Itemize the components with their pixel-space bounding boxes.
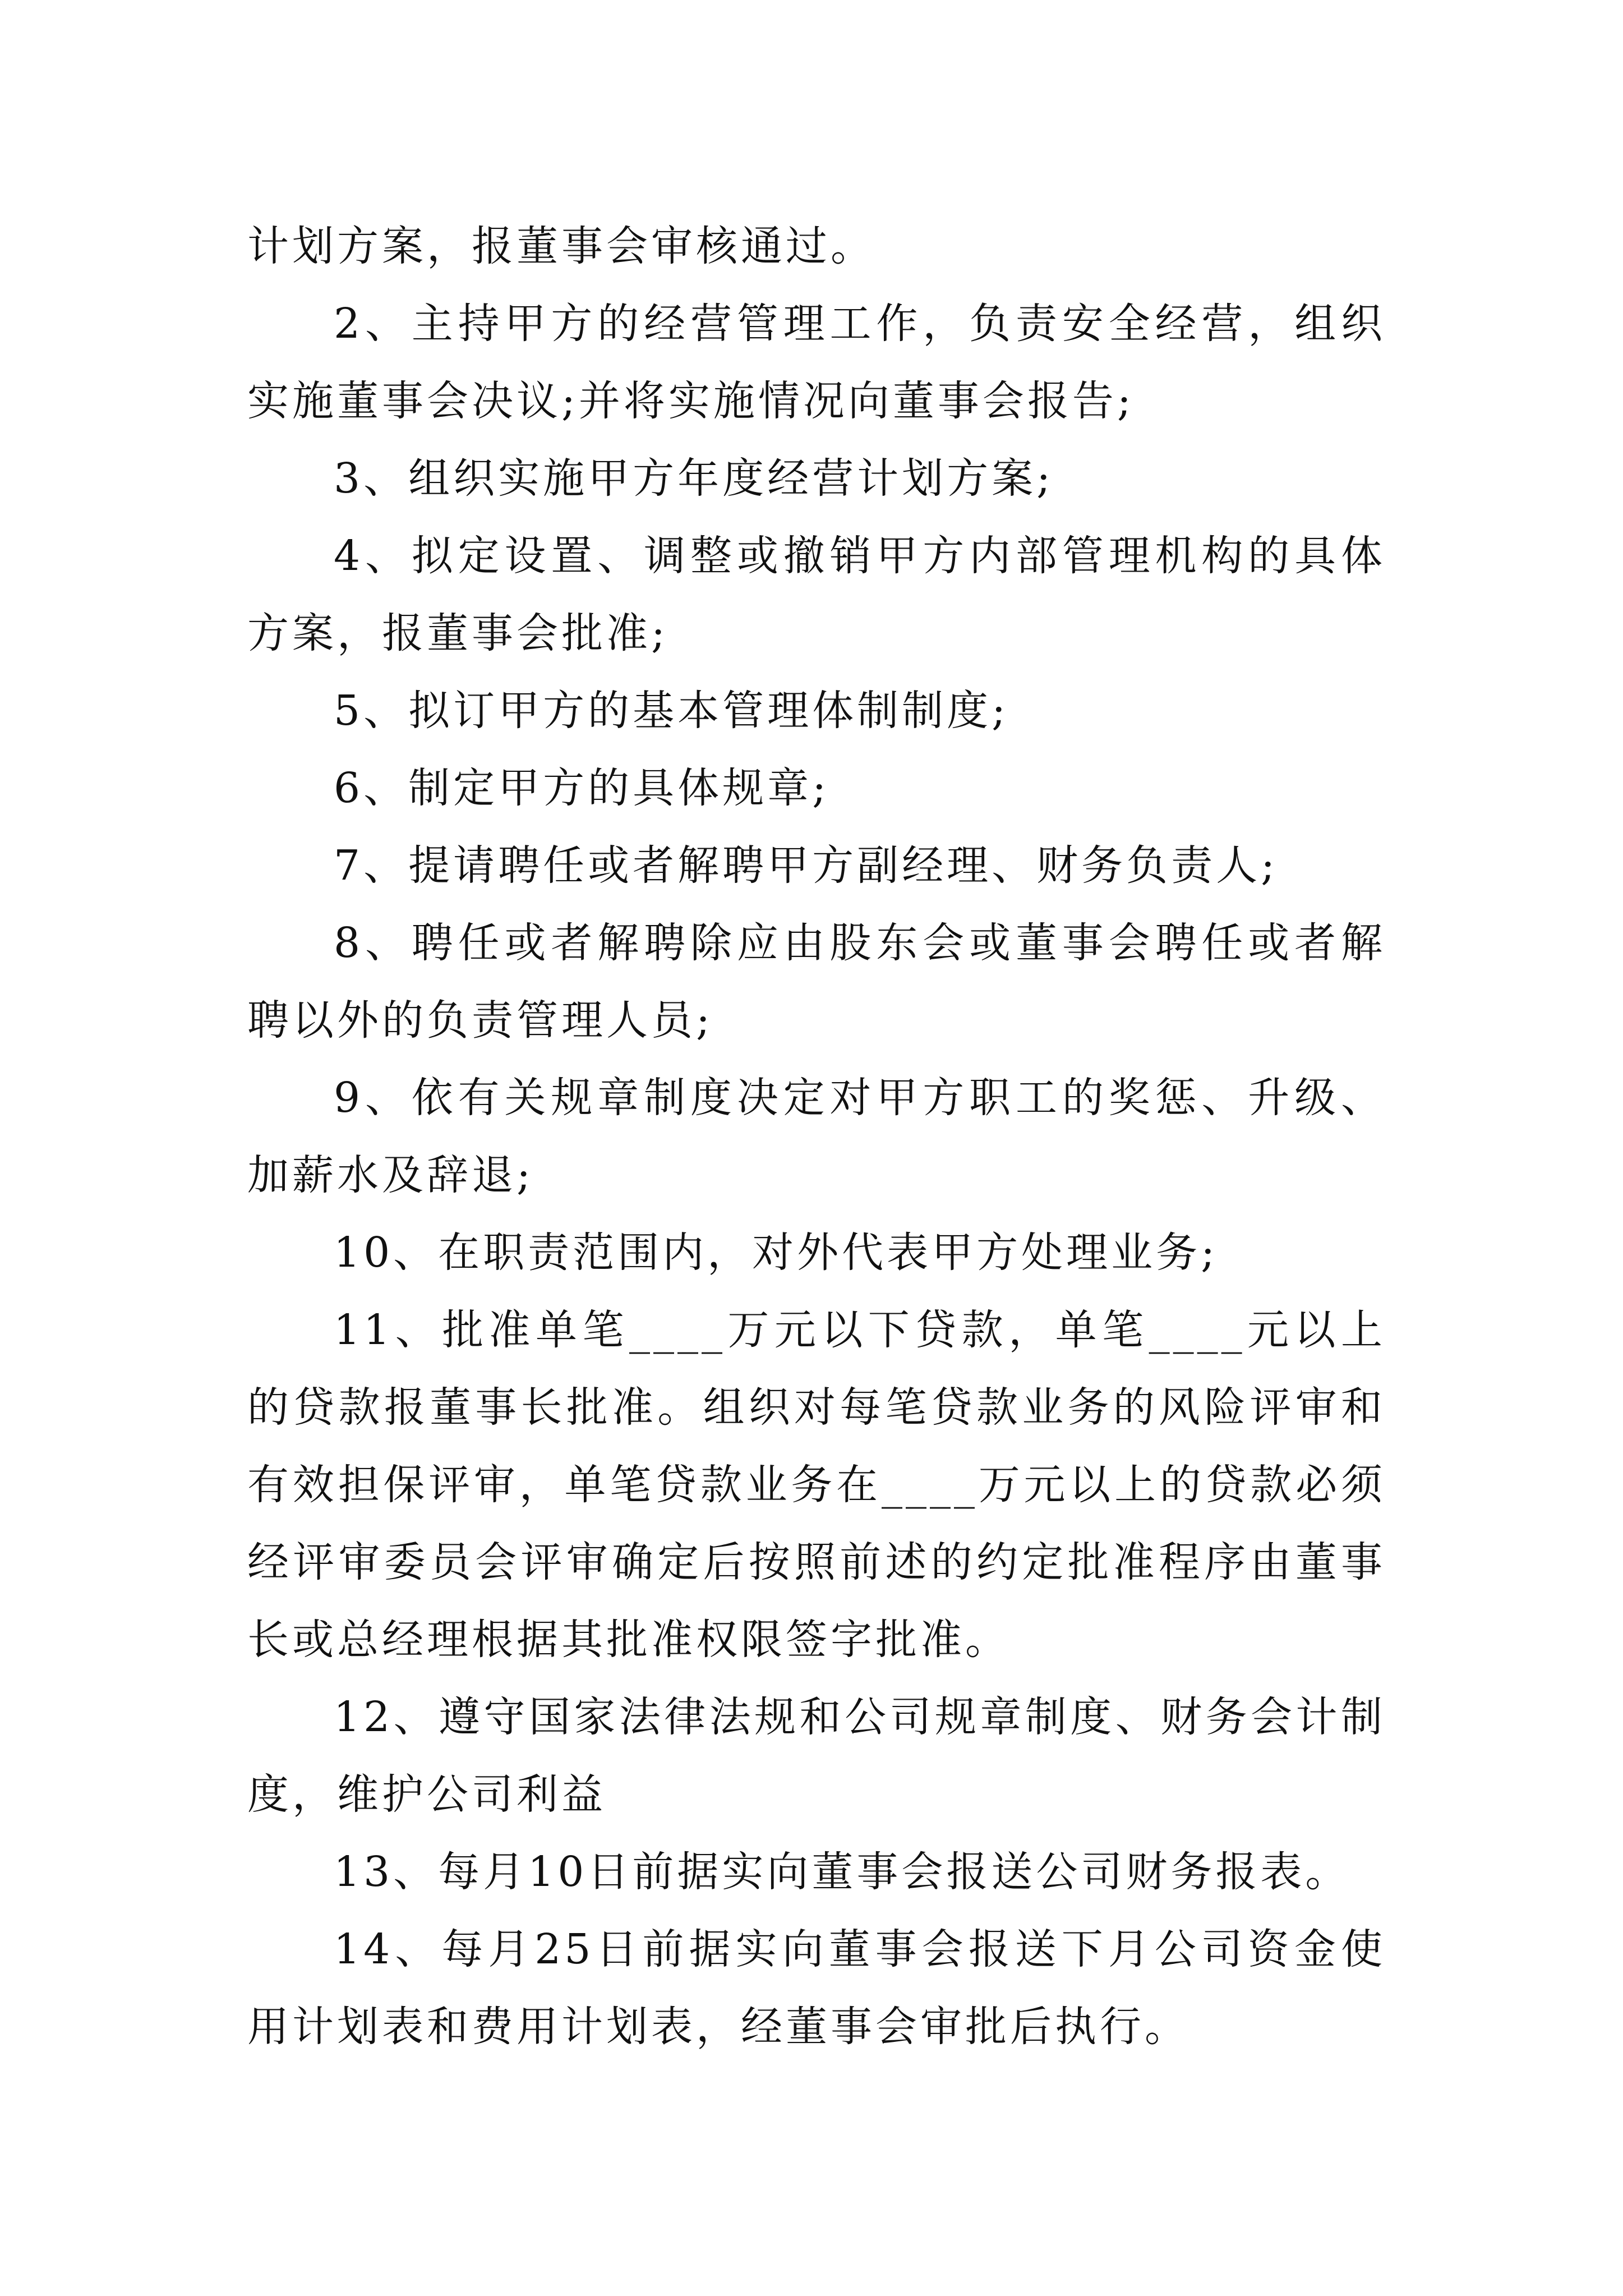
paragraph-item-6: 6、制定甲方的具体规章; — [334, 764, 830, 812]
paragraph-item-2: 2、主持甲方的经营管理工作，负责安全经营，组织实施董事会决议;并将实施情况向董事会报告; — [247, 300, 1386, 425]
paragraph-item-10: 10、在职责范围内，对外代表甲方处理业务; — [334, 1228, 1219, 1277]
paragraph-item-9: 9、依有关规章制度决定对甲方职工的奖惩、升级、加薪水及辞退; — [247, 1074, 1386, 1199]
paragraph-item-14: 14、每月25日前据实向董事会报送下月公司资金使用计划表和费用计划表，经董事会审批后执行。 — [247, 1925, 1386, 2051]
paragraph-continuation: 计划方案，报董事会审核通过。 — [247, 222, 875, 270]
paragraph-item-7: 7、提请聘任或者解聘甲方副经理、财务负责人; — [334, 841, 1279, 890]
document-body — [247, 208, 1386, 2065]
paragraph-item-5: 5、拟订甲方的基本管理体制制度; — [334, 687, 1009, 735]
paragraph-item-4: 4、拟定设置、调整或撤销甲方内部管理机构的具体方案，报董事会批准; — [247, 532, 1386, 657]
paragraph-item-13: 13、每月10日前据实向董事会报送公司财务报表。 — [334, 1848, 1350, 1896]
paragraph-item-12: 12、遵守国家法律法规和公司规章制度、财务会计制度，维护公司利益 — [247, 1693, 1386, 1819]
paragraph-item-3: 3、组织实施甲方年度经营计划方案; — [334, 454, 1054, 503]
paragraph-item-8: 8、聘任或者解聘除应由股东会或董事会聘任或者解聘以外的负责管理人员; — [247, 919, 1386, 1045]
paragraph-item-11: 11、批准单笔____万元以下贷款，单笔____元以上的贷款报董事长批准。组织对每笔贷款业务的风险评审和有效担保评审，单笔贷款业务在____万元以上的贷款必须经评审委员会评审确定后按照前述的约定批准程序由董事长或总经理根据其批准权限签字批准。 — [247, 1306, 1386, 1664]
